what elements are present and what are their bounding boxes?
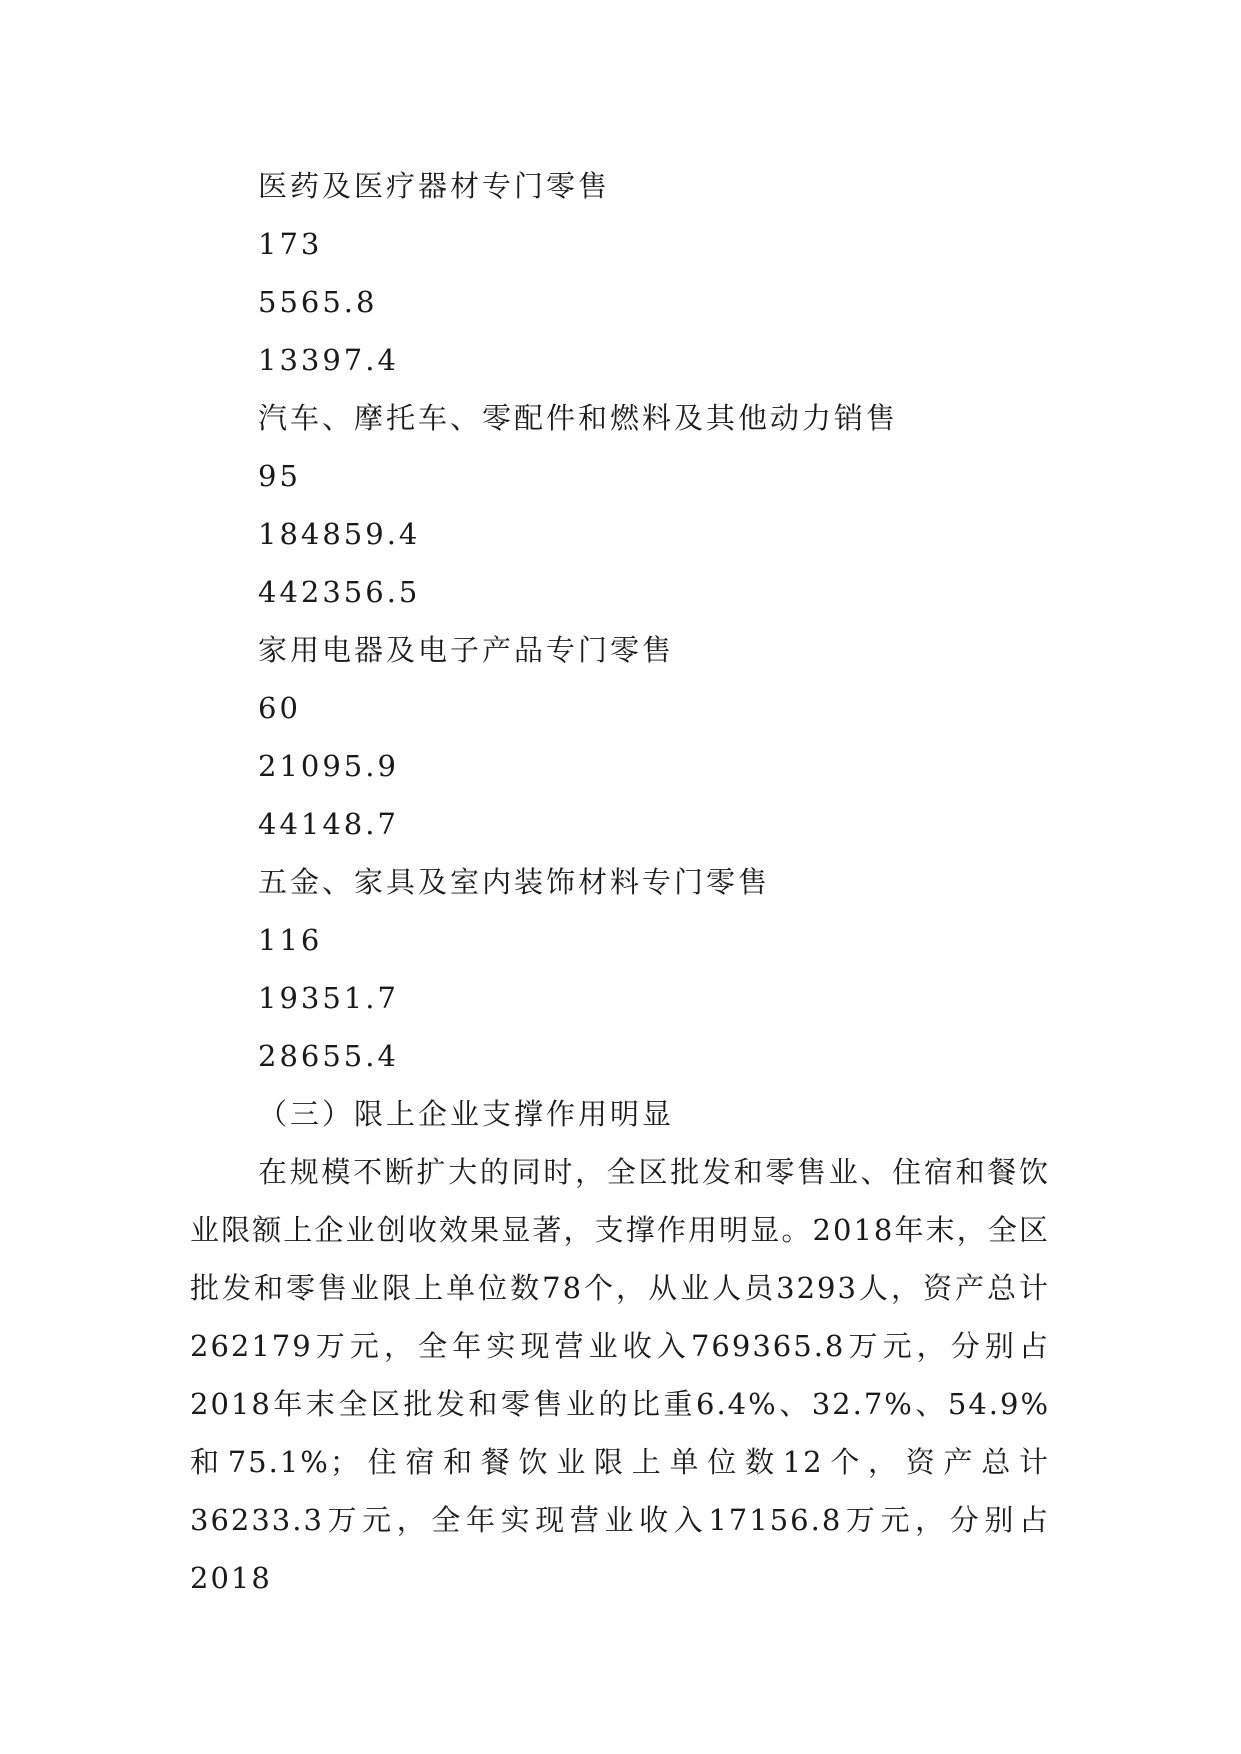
- row-value-units: 60: [258, 691, 301, 725]
- row-value-assets: 21095.9: [258, 749, 399, 783]
- row-value-assets: 19351.7: [258, 981, 399, 1015]
- row-value-revenue: 28655.4: [258, 1039, 399, 1073]
- row-value-assets: 184859.4: [258, 517, 421, 551]
- row-value-units: 95: [258, 459, 301, 493]
- row-value-revenue: 13397.4: [258, 343, 399, 377]
- row-category: 五金、家具及室内装饰材料专门零售: [258, 865, 771, 899]
- row-category: 医药及医疗器材专门零售: [258, 169, 611, 203]
- row-value-units: 173: [258, 227, 323, 261]
- row-category: 家用电器及电子产品专门零售: [258, 633, 675, 667]
- row-value-revenue: 442356.5: [258, 575, 421, 609]
- body-paragraph: 在规模不断扩大的同时，全区批发和零售业、住宿和餐饮业限额上企业创收效果显著，支撑作用明显。2018年末，全区批发和零售业限上单位数78个，从业人员3293人，资产总计262179万元，全年实现营业收入769365.8万元，分别占2018年末全区批发和零售业的比重6.4%、32.7%、54.9%和75.1%；住宿和餐饮业限上单位数12个，资产总计36233.3万元，全年实现营业收入17156.8万元，分别占2018: [190, 1155, 1050, 1595]
- section-heading: （三）限上企业支撑作用明显: [258, 1097, 675, 1131]
- row-value-assets: 5565.8: [258, 285, 378, 319]
- row-value-units: 116: [258, 923, 323, 957]
- row-category: 汽车、摩托车、零配件和燃料及其他动力销售: [258, 401, 899, 435]
- row-value-revenue: 44148.7: [258, 807, 399, 841]
